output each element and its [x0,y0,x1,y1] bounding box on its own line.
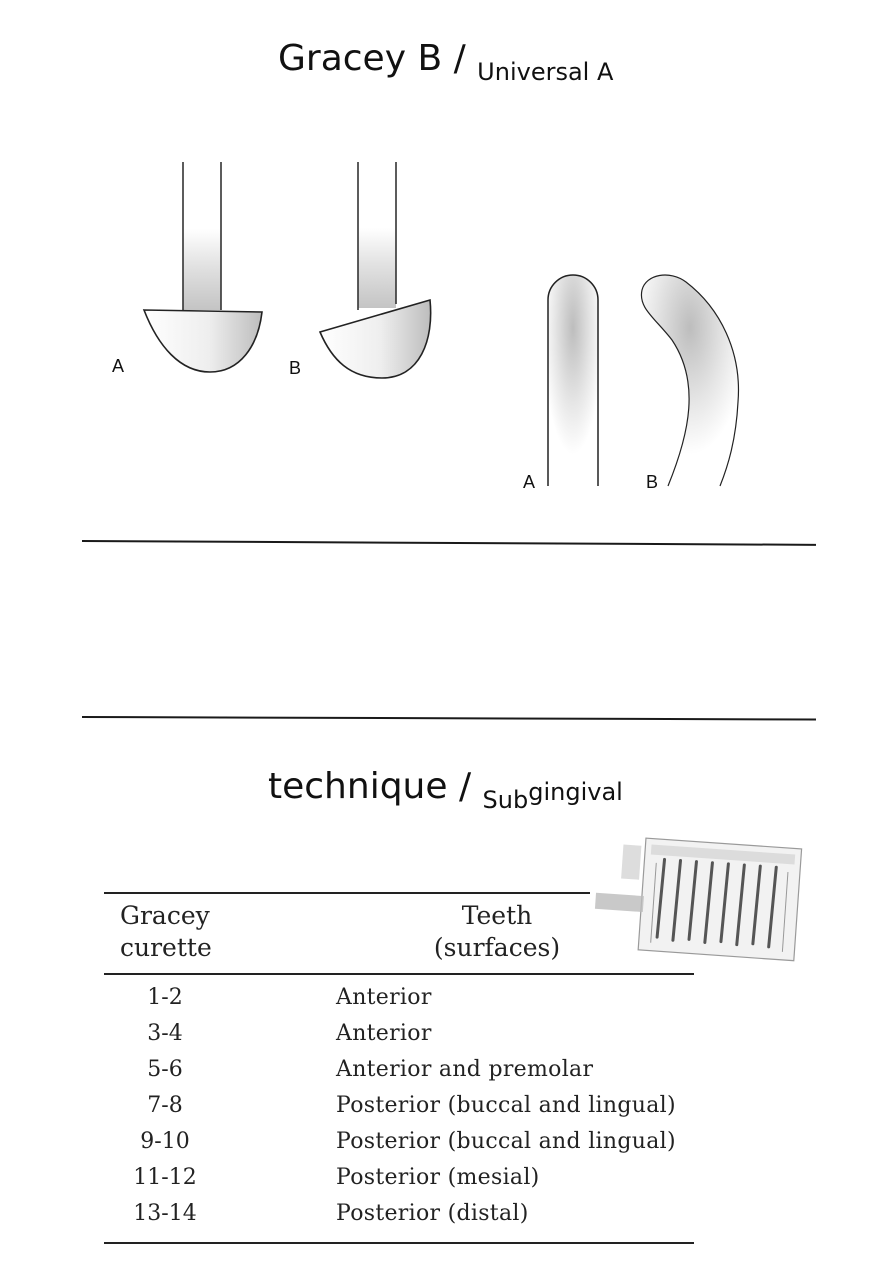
section-title-sub-b: gingival [528,778,623,806]
section-title-main: technique / [268,766,472,807]
row-teeth: Anterior [336,1021,432,1046]
figure-right-label-a: A [523,472,536,492]
table-header-rule [104,973,694,975]
header-teeth [422,900,572,964]
row-curette: 13-14 [133,1201,197,1226]
header-teeth-line1: Teeth [461,901,533,930]
section-title-sub-a: Sub [482,786,529,814]
shank-a [183,162,221,310]
row-teeth: Anterior and premolar [336,1057,594,1082]
tip-b [641,275,738,486]
row-teeth: Posterior (distal) [336,1201,529,1226]
header-curette [120,900,212,964]
row-curette: 9-10 [140,1129,190,1154]
shank-b [358,162,396,310]
title-main: Gracey B / [278,38,466,79]
tip-a [548,275,598,486]
row-curette: 3-4 [147,1021,183,1046]
curette-table [104,892,694,1252]
row-teeth: Posterior (buccal and lingual) [336,1093,676,1118]
section-title [268,766,623,814]
row-curette: 11-12 [133,1165,197,1190]
header-curette-line1: Gracey [120,901,210,930]
blade-b [320,300,431,378]
divider-bottom [82,716,816,721]
figure-left-label-b: B [289,358,302,378]
figure-left-label-a: A [112,356,125,376]
blade-tip-figure [520,262,760,492]
figure-right-label-b: B [646,472,659,492]
row-curette: 5-6 [147,1057,183,1082]
row-teeth: Anterior [336,985,432,1010]
row-curette: 1-2 [147,985,183,1010]
blade-cross-section-figure [100,150,460,395]
table-bottom-rule [104,1242,694,1244]
row-teeth: Posterior (buccal and lingual) [336,1129,676,1154]
page-title [278,38,614,86]
row-teeth: Posterior (mesial) [336,1165,540,1190]
title-subtitle: Universal A [477,58,614,86]
header-teeth-line2: (surfaces) [433,933,561,962]
divider-top [82,540,816,546]
table-top-rule [104,892,590,894]
header-curette-line2: curette [120,933,212,962]
row-curette: 7-8 [147,1093,183,1118]
blade-a [144,310,262,372]
